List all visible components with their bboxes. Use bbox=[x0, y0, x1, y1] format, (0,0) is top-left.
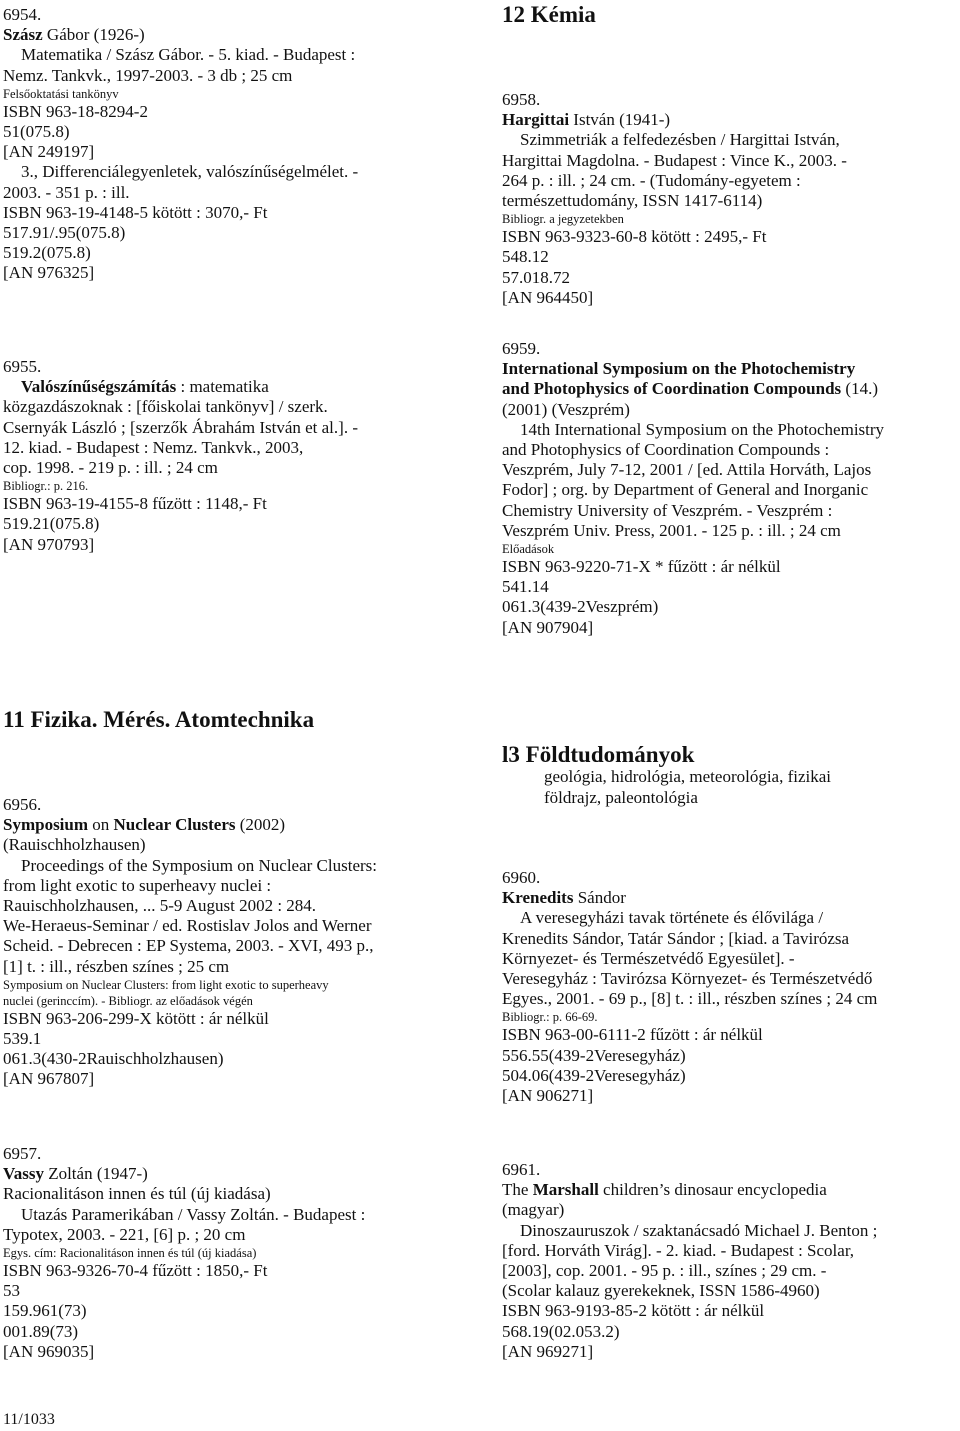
entry-line: 12. kiad. - Budapest : Nemz. Tankvk., 2003, bbox=[3, 437, 304, 457]
isbn: ISBN 963-9220-71-X * fűzött : ár nélkül bbox=[502, 557, 781, 577]
udc: 517.91/.95(075.8) bbox=[3, 223, 126, 243]
accession-number: [AN 964450] bbox=[502, 287, 594, 307]
entry-line: közgazdászoknak : [főiskolai tankönyv] / szerk. bbox=[3, 397, 328, 417]
entry-heading: and Photophysics of Coordination Compounds (14.) bbox=[502, 379, 878, 399]
section-subheading: geológia, hidrológia, meteorológia, fizikai bbox=[544, 767, 832, 786]
udc: 001.89(73) bbox=[3, 1321, 79, 1341]
accession-number: [AN 907904] bbox=[502, 617, 594, 637]
entry-line: Veresegyház : Tavirózsa Környezet- és Természetvédő bbox=[502, 969, 873, 989]
entry-heading: Hargittai István (1941-) bbox=[502, 110, 671, 130]
entry-line: [ford. Horváth Virág]. - 2. kiad. - Budapest : Scolar, bbox=[502, 1240, 855, 1260]
entry-6954 bbox=[3, 5, 358, 284]
entry-line: természettudomány, ISSN 1417-6114) bbox=[502, 191, 763, 211]
entry-heading: International Symposium on the Photochemistry bbox=[502, 359, 856, 379]
entry-line: Racionalitáson innen és túl (új kiadása) bbox=[3, 1184, 271, 1204]
entry-line: Környezet- és Természetvédő Egyesület]. - bbox=[502, 948, 795, 968]
entry-note: Symposium on Nuclear Clusters: from light exotic to superheavy bbox=[3, 977, 329, 992]
entry-line: Scheid. - Debrecen : EP Systema, 2003. - XVI, 493 p., bbox=[3, 936, 374, 956]
entry-line: Veszprém, July 7-12, 2001 / [ed. Attila Horváth, Lajos bbox=[502, 460, 872, 480]
entry-note: nuclei (gerinccím). - Bibliogr. az előadások végén bbox=[3, 993, 253, 1008]
entry-heading: Symposium on Nuclear Clusters (2002) bbox=[3, 815, 286, 835]
entry-line: [2003], cop. 2001. - 95 p. : ill., színes ; 29 cm. - bbox=[502, 1261, 827, 1281]
entry-line: and Photophysics of Coordination Compounds : bbox=[502, 440, 830, 460]
entry-number: 6955. bbox=[3, 357, 42, 376]
section-subheading: földrajz, paleontológia bbox=[544, 788, 698, 807]
section-heading-foldtudomanyok: l3 Földtudományok bbox=[502, 742, 695, 767]
author-name: Krenedits bbox=[502, 888, 574, 908]
author-name: Vassy bbox=[3, 1164, 44, 1184]
entry-line: Egyes., 2001. - 69 p., [8] t. : ill., részben színes ; 24 cm bbox=[502, 989, 878, 1009]
entry-line: Typotex, 2003. - 221, [6] p. ; 20 cm bbox=[3, 1224, 246, 1244]
entry-6955 bbox=[3, 357, 358, 555]
entry-line: Veszprém Univ. Press, 2001. - 125 p. : ill. ; 24 cm bbox=[502, 520, 841, 540]
entry-number: 6956. bbox=[3, 795, 42, 814]
accession-number: [AN 906271] bbox=[502, 1086, 594, 1106]
udc: 556.55(439-2Veresegyház) bbox=[502, 1045, 686, 1065]
entry-line: (magyar) bbox=[502, 1200, 565, 1220]
page-number: 11/1033 bbox=[3, 1411, 55, 1428]
entry-6961 bbox=[502, 1160, 877, 1362]
section-heading-kemia: 12 Kémia bbox=[502, 2, 596, 27]
entry-number: 6954. bbox=[3, 5, 42, 24]
accession-number: [AN 967807] bbox=[3, 1069, 95, 1089]
entry-number: 6958. bbox=[502, 90, 541, 109]
entry-line: Csernyák László ; [szerzők Ábrahám István et al.]. - bbox=[3, 417, 358, 437]
isbn: ISBN 963-9193-85-2 kötött : ár nélkül bbox=[502, 1301, 765, 1321]
isbn: ISBN 963-19-4148-5 kötött : 3070,- Ft bbox=[3, 202, 268, 222]
entry-line: 3., Differenciálegyenletek, valószínűségelmélet. - bbox=[21, 162, 359, 182]
accession-number: [AN 969271] bbox=[502, 1341, 594, 1361]
entry-line: Matematika / Szász Gábor. - 5. kiad. - Budapest : bbox=[21, 45, 356, 65]
entry-note: Egys. cím: Racionalitáson innen és túl (új kiadása) bbox=[3, 1246, 257, 1261]
isbn: ISBN 963-9323-60-8 kötött : 2495,- Ft bbox=[502, 227, 767, 247]
entry-line: A veresegyházi tavak története és élővilága / bbox=[520, 908, 824, 928]
entry-line: We-Heraeus-Seminar / ed. Rostislav Jolos and Werner bbox=[3, 916, 372, 936]
entry-heading: Valószínűségszámítás : matematika bbox=[21, 377, 269, 397]
author-name: Szász bbox=[3, 25, 43, 45]
section-heading-fizika: 11 Fizika. Mérés. Atomtechnika bbox=[3, 707, 315, 732]
udc: 568.19(02.053.2) bbox=[502, 1321, 620, 1341]
entry-line: Nemz. Tankvk., 1997-2003. - 3 db ; 25 cm bbox=[3, 65, 293, 85]
entry-line: Proceedings of the Symposium on Nuclear Clusters: bbox=[21, 855, 378, 875]
udc: 539.1 bbox=[3, 1029, 42, 1049]
entry-line: from light exotic to superheavy nuclei : bbox=[3, 875, 272, 895]
entry-6957 bbox=[3, 1144, 365, 1362]
isbn: ISBN 963-206-299-X kötött : ár nélkül bbox=[3, 1008, 269, 1028]
entry-line: Krenedits Sándor, Tatár Sándor ; [kiad. a Tavirózsa bbox=[502, 928, 850, 948]
udc: 504.06(439-2Veresegyház) bbox=[502, 1065, 686, 1085]
entry-6958 bbox=[502, 90, 847, 308]
entry-heading: Szász Gábor (1926-) bbox=[3, 25, 145, 45]
udc: 159.961(73) bbox=[3, 1301, 87, 1321]
udc: 548.12 bbox=[502, 247, 549, 267]
udc: 061.3(439-2Veszprém) bbox=[502, 597, 659, 617]
accession-number: [AN 249197] bbox=[3, 142, 95, 162]
entry-line: (Rauischholzhausen) bbox=[3, 835, 146, 855]
entry-line: 264 p. : ill. ; 24 cm. - (Tudomány-egyetem : bbox=[502, 170, 801, 190]
entry-6956 bbox=[3, 795, 377, 1090]
accession-number: [AN 976325] bbox=[3, 263, 95, 283]
entry-line: (Scolar kalauz gyerekeknek, ISSN 1586-4960) bbox=[502, 1281, 820, 1301]
entry-6960 bbox=[502, 868, 877, 1106]
entry-note: Előadások bbox=[502, 542, 555, 557]
entry-note: Bibliogr.: p. 216. bbox=[3, 479, 89, 494]
entry-line: 14th International Symposium on the Photochemistry bbox=[520, 419, 885, 439]
entry-6959 bbox=[502, 339, 884, 638]
udc: 061.3(430-2Rauischholzhausen) bbox=[3, 1049, 224, 1069]
udc: 57.018.72 bbox=[502, 267, 570, 287]
entry-heading: Vassy Zoltán (1947-) bbox=[3, 1164, 148, 1184]
entry-line: 2003. - 351 p. : ill. bbox=[3, 182, 130, 202]
isbn: ISBN 963-18-8294-2 bbox=[3, 101, 148, 121]
entry-note: Bibliogr. a jegyzetekben bbox=[502, 212, 624, 227]
entry-number: 6957. bbox=[3, 1144, 42, 1163]
entry-note: Felsőoktatási tankönyv bbox=[3, 86, 119, 101]
entry-number: 6959. bbox=[502, 339, 541, 358]
title-keyword: Valószínűségszámítás bbox=[21, 377, 177, 397]
isbn: ISBN 963-00-6111-2 fűzött : ár nélkül bbox=[502, 1025, 763, 1045]
entry-number: 6960. bbox=[502, 868, 541, 887]
entry-line: Utazás Paramerikában / Vassy Zoltán. - Budapest : bbox=[21, 1204, 366, 1224]
entry-line: Hargittai Magdolna. - Budapest : Vince K., 2003. - bbox=[502, 150, 847, 170]
udc: 519.2(075.8) bbox=[3, 243, 91, 263]
entry-line: (2001) (Veszprém) bbox=[502, 399, 630, 419]
entry-line: Szimmetriák a felfedezésben / Hargittai István, bbox=[520, 130, 840, 150]
entry-line: Dinoszauruszok / szaktanácsadó Michael J. Benton ; bbox=[520, 1220, 878, 1240]
entry-number: 6961. bbox=[502, 1160, 541, 1179]
entry-line: [1] t. : ill., részben színes ; 25 cm bbox=[3, 956, 230, 976]
accession-number: [AN 970793] bbox=[3, 534, 95, 554]
entry-line: Fodor] ; org. by Department of General and Inorganic bbox=[502, 480, 869, 500]
udc: 519.21(075.8) bbox=[3, 514, 100, 534]
udc: 53 bbox=[3, 1281, 20, 1301]
entry-line: Rauischholzhausen, ... 5-9 August 2002 : 284. bbox=[3, 896, 317, 916]
entry-line: cop. 1998. - 219 p. : ill. ; 24 cm bbox=[3, 458, 218, 478]
udc: 541.14 bbox=[502, 577, 549, 597]
udc: 51(075.8) bbox=[3, 122, 70, 142]
author-name: Hargittai bbox=[502, 110, 570, 130]
entry-heading: Krenedits Sándor bbox=[502, 888, 626, 908]
entry-heading: The Marshall children’s dinosaur encyclopedia bbox=[502, 1180, 827, 1200]
isbn: ISBN 963-9326-70-4 fűzött : 1850,- Ft bbox=[3, 1261, 268, 1281]
entry-line: Chemistry University of Veszprém. - Veszprém : bbox=[502, 500, 833, 520]
entry-note: Bibliogr.: p. 66-69. bbox=[502, 1010, 598, 1025]
accession-number: [AN 969035] bbox=[3, 1341, 95, 1361]
isbn: ISBN 963-19-4155-8 fűzött : 1148,- Ft bbox=[3, 494, 267, 514]
